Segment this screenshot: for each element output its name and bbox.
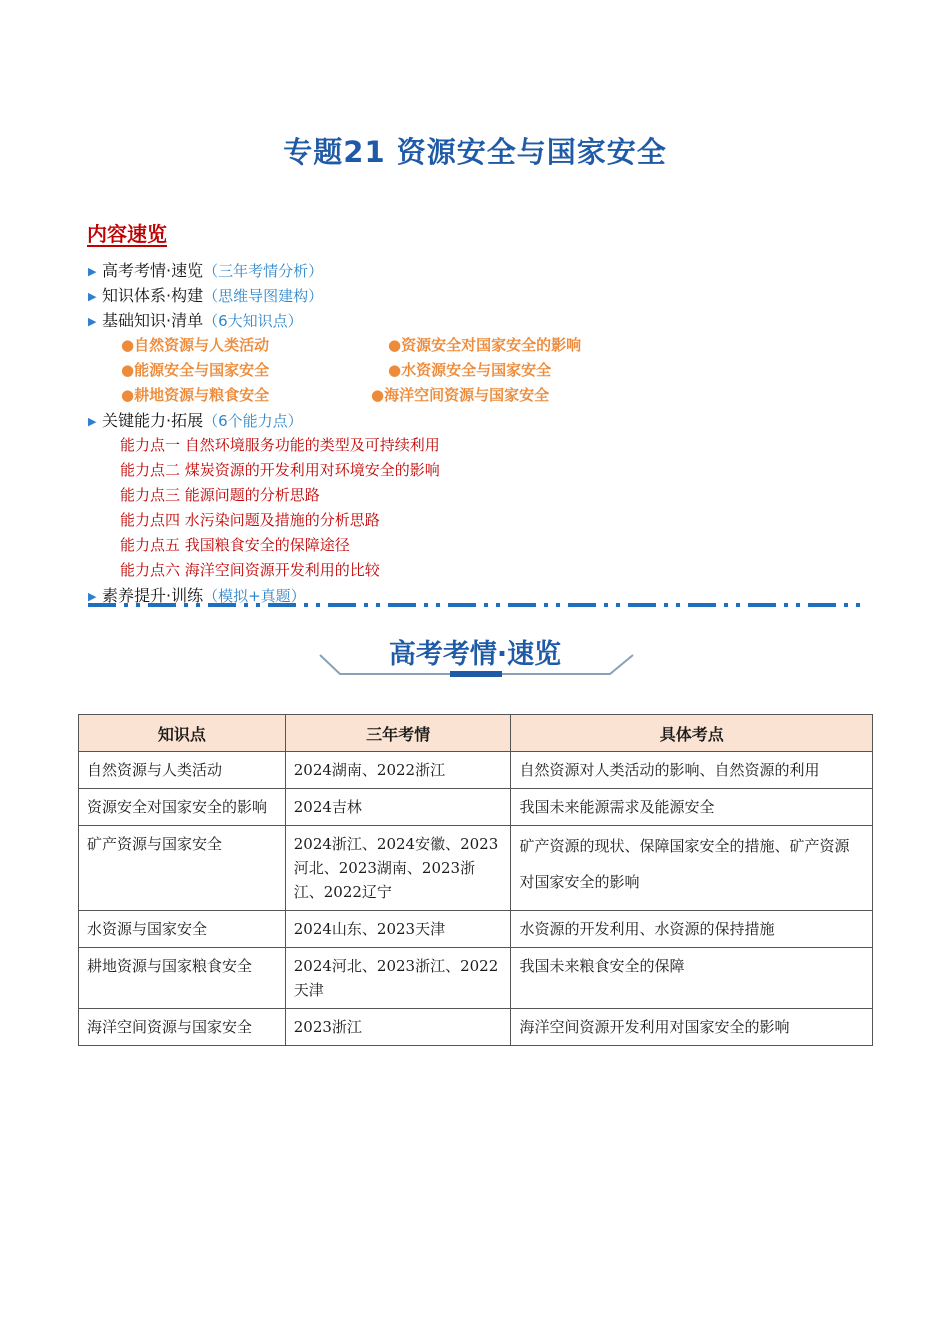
- table-cell: 矿产资源的现状、保障国家安全的措施、矿产资源对国家安全的影响: [511, 826, 873, 911]
- table-cell: 2024河北、2023浙江、2022天津: [285, 948, 511, 1009]
- triangle-bullet-icon: ▶: [88, 415, 97, 428]
- table-cell: 海洋空间资源开发利用对国家安全的影响: [511, 1009, 873, 1046]
- table-cell: 海洋空间资源与国家安全: [79, 1009, 286, 1046]
- ability-point[interactable]: 能力点四 水污染问题及措施的分析思路: [120, 511, 380, 529]
- page-title: 专题21 资源安全与国家安全: [283, 135, 667, 169]
- table-row: [79, 752, 873, 789]
- table-row: [79, 789, 873, 826]
- table-cell: 自然资源对人类活动的影响、自然资源的利用: [511, 752, 873, 789]
- table-cell: 自然资源与人类活动: [79, 752, 286, 789]
- knowledge-point[interactable]: ●耕地资源与粮食安全: [121, 386, 270, 404]
- ability-point[interactable]: 能力点一 自然环境服务功能的类型及可持续利用: [120, 436, 440, 454]
- table-cell: 2024湖南、2022浙江: [285, 752, 511, 789]
- table-cell: 2023浙江: [285, 1009, 511, 1046]
- table-cell: 水资源与国家安全: [79, 911, 286, 948]
- ability-point[interactable]: 能力点三 能源问题的分析思路: [120, 486, 320, 504]
- table-cell: 矿产资源与国家安全: [79, 826, 286, 911]
- knowledge-points-row: [88, 383, 868, 408]
- knowledge-points-row: [88, 333, 868, 358]
- table-of-contents: [88, 258, 868, 608]
- table-row: [79, 948, 873, 1009]
- triangle-bullet-icon: ▶: [88, 290, 97, 303]
- table-header-row: [79, 715, 873, 752]
- table-cell: 资源安全对国家安全的影响: [79, 789, 286, 826]
- table-cell: 2024吉林: [285, 789, 511, 826]
- knowledge-point[interactable]: ●水资源安全与国家安全: [388, 361, 552, 379]
- toc-section[interactable]: ▶ 关键能力·拓展（6个能力点）: [88, 408, 868, 433]
- knowledge-point[interactable]: ●自然资源与人类活动: [121, 336, 270, 354]
- table-cell: 2024山东、2023天津: [285, 911, 511, 948]
- knowledge-points-row: [88, 358, 868, 383]
- table-row: [79, 911, 873, 948]
- table-cell: 水资源的开发利用、水资源的保持措施: [511, 911, 873, 948]
- toc-section[interactable]: ▶ 基础知识·清单（6大知识点）: [88, 308, 868, 333]
- dashed-divider: [88, 603, 864, 607]
- exam-overview-table: [78, 714, 873, 1046]
- column-header: 知识点: [79, 715, 286, 752]
- ability-point[interactable]: 能力点二 煤炭资源的开发利用对环境安全的影响: [120, 461, 440, 479]
- triangle-bullet-icon: ▶: [88, 315, 97, 328]
- knowledge-point[interactable]: ●能源安全与国家安全: [121, 361, 270, 379]
- section-banner-title: 高考考情·速览: [388, 639, 562, 670]
- toc-section[interactable]: ▶ 知识体系·构建（思维导图建构）: [88, 283, 868, 308]
- column-header: 三年考情: [285, 715, 511, 752]
- ability-point[interactable]: 能力点五 我国粮食安全的保障途径: [120, 536, 350, 554]
- table-row: [79, 1009, 873, 1046]
- toc-section[interactable]: ▶ 素养提升·训练（模拟+真题）: [88, 583, 868, 608]
- knowledge-point[interactable]: ●资源安全对国家安全的影响: [388, 336, 582, 354]
- triangle-bullet-icon: ▶: [88, 265, 97, 278]
- toc-section[interactable]: ▶ 高考考情·速览（三年考情分析）: [88, 258, 868, 283]
- table-cell: 耕地资源与国家粮食安全: [79, 948, 286, 1009]
- table-cell: 我国未来粮食安全的保障: [511, 948, 873, 1009]
- toc-heading: 内容速览: [87, 222, 167, 246]
- table-cell: 我国未来能源需求及能源安全: [511, 789, 873, 826]
- triangle-bullet-icon: ▶: [88, 590, 97, 603]
- table-cell: 2024浙江、2024安徽、2023河北、2023湖南、2023浙江、2022辽宁: [285, 826, 511, 911]
- knowledge-point[interactable]: ●海洋空间资源与国家安全: [371, 386, 550, 404]
- column-header: 具体考点: [511, 715, 873, 752]
- ability-point[interactable]: 能力点六 海洋空间资源开发利用的比较: [120, 561, 380, 579]
- table-row: [79, 826, 873, 911]
